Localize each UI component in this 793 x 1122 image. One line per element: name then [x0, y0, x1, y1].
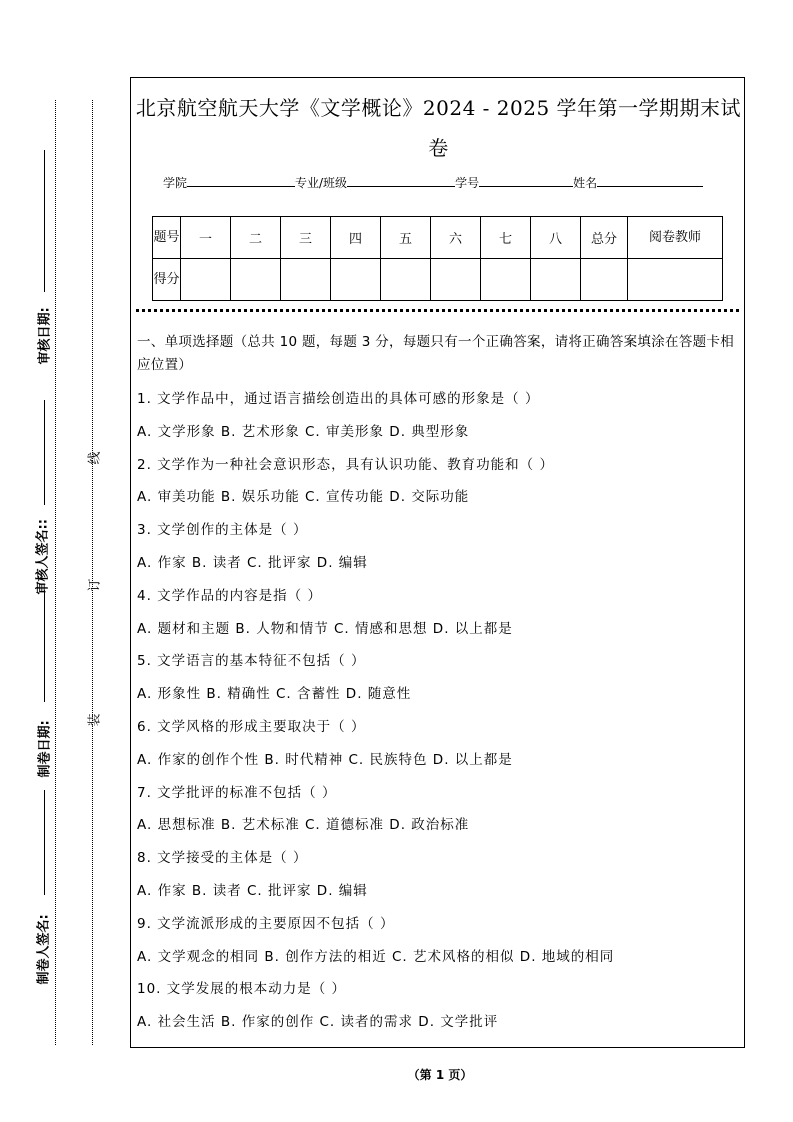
col-1: 一: [181, 217, 231, 259]
question-9-options: A. 文学观念的相同 B. 创作方法的相近 C. 艺术风格的相似 D. 地域的相同: [137, 948, 615, 965]
name-label: 姓名: [573, 176, 598, 190]
score-cell[interactable]: [331, 259, 381, 301]
col-5: 五: [381, 217, 431, 259]
col-3: 三: [281, 217, 331, 259]
student-id-label: 学号: [455, 176, 480, 190]
question-5-options: A. 形象性 B. 精确性 C. 含蓄性 D. 随意性: [137, 686, 412, 703]
audit-signature-label: 审核人签名::: [35, 519, 51, 595]
exam-title-line2: 卷: [428, 136, 449, 160]
score-cell[interactable]: [281, 259, 331, 301]
question-3: 3. 文学创作的主体是（ ）: [137, 522, 308, 539]
seal-mark: 装: [87, 713, 103, 727]
question-1-options: A. 文学形象 B. 艺术形象 C. 审美形象 D. 典型形象: [137, 423, 470, 440]
bind-mark: 订: [87, 578, 103, 592]
score-table: [152, 216, 723, 301]
score-table-header-row: [153, 217, 723, 259]
question-8-options: A. 作家 B. 读者 C. 批评家 D. 编辑: [137, 882, 368, 899]
name-field[interactable]: [597, 174, 703, 187]
student-id-field[interactable]: [479, 174, 573, 187]
exam-title: [131, 88, 746, 168]
audit-date-label: 审核日期:: [37, 307, 53, 365]
question-6: 6. 文学风格的形成主要取决于（ ）: [137, 718, 366, 735]
make-signature-underline: [44, 790, 46, 895]
dotted-separator: [136, 309, 739, 312]
score-header: 得分: [153, 259, 181, 301]
question-2-options: A. 审美功能 B. 娱乐功能 C. 宣传功能 D. 交际功能: [137, 489, 470, 506]
outer-dotted-line: [55, 100, 56, 1045]
score-cell[interactable]: [381, 259, 431, 301]
question-5: 5. 文学语言的基本特征不包括（ ）: [137, 653, 366, 670]
col-6: 六: [431, 217, 481, 259]
line-mark: 线: [87, 451, 103, 465]
total-score-cell[interactable]: [581, 259, 628, 301]
score-cell[interactable]: [231, 259, 281, 301]
col-2: 二: [231, 217, 281, 259]
make-date-underline: [44, 590, 46, 702]
question-4-options: A. 题材和主题 B. 人物和情节 C. 情感和思想 D. 以上都是: [137, 620, 513, 637]
student-info-row: [163, 174, 703, 191]
major-field[interactable]: [347, 174, 455, 187]
exam-frame: [130, 77, 745, 1048]
score-cell[interactable]: [181, 259, 231, 301]
audit-signature-underline: [44, 400, 46, 505]
grader-header: 阅卷教师: [628, 217, 723, 259]
score-cell[interactable]: [431, 259, 481, 301]
question-number-header: 题号: [153, 217, 181, 259]
question-3-options: A. 作家 B. 读者 C. 批评家 D. 编辑: [137, 554, 368, 571]
question-6-options: A. 作家的创作个性 B. 时代精神 C. 民族特色 D. 以上都是: [137, 751, 513, 768]
col-8: 八: [531, 217, 581, 259]
question-10-options: A. 社会生活 B. 作家的创作 C. 读者的需求 D. 文学批评: [137, 1014, 499, 1031]
grader-cell[interactable]: [628, 259, 723, 301]
make-signature-label: 制卷人签名:: [36, 914, 52, 985]
section-1: [137, 331, 737, 1039]
question-4: 4. 文学作品的内容是指（ ）: [137, 587, 322, 604]
inner-dotted-line: [92, 100, 93, 1045]
page-number: （第 1 页）: [407, 1068, 473, 1082]
score-cell[interactable]: [481, 259, 531, 301]
section-1-heading: 一、单项选择题（总共 10 题，每题 3 分，每题只有一个正确答案，请将正确答案填涂在答题卡相应位置）: [137, 334, 735, 373]
question-8: 8. 文学接受的主体是（ ）: [137, 850, 308, 867]
audit-date-underline: [44, 150, 46, 292]
question-2: 2. 文学作为一种社会意识形态，具有认识功能、教育功能和（ ）: [137, 456, 554, 473]
question-9: 9. 文学流派形成的主要原因不包括（ ）: [137, 915, 395, 932]
question-1: 1. 文学作品中，通过语言描绘创造出的具体可感的形象是（ ）: [137, 391, 540, 407]
college-label: 学院: [163, 176, 188, 190]
question-7-options: A. 思想标准 B. 艺术标准 C. 道德标准 D. 政治标准: [137, 817, 470, 834]
question-10: 10. 文学发展的根本动力是（ ）: [137, 981, 347, 998]
total-header: 总分: [581, 217, 628, 259]
college-field[interactable]: [187, 174, 295, 187]
col-4: 四: [331, 217, 381, 259]
col-7: 七: [481, 217, 531, 259]
score-cell[interactable]: [531, 259, 581, 301]
exam-title-line1: 北京航空航天大学《文学概论》2024 - 2025 学年第一学期期末试: [135, 96, 742, 120]
question-7: 7. 文学批评的标准不包括（ ）: [137, 784, 337, 801]
make-date-label: 制卷日期:: [37, 720, 53, 778]
score-table-score-row: [153, 259, 723, 301]
major-label: 专业/班级: [295, 176, 348, 190]
